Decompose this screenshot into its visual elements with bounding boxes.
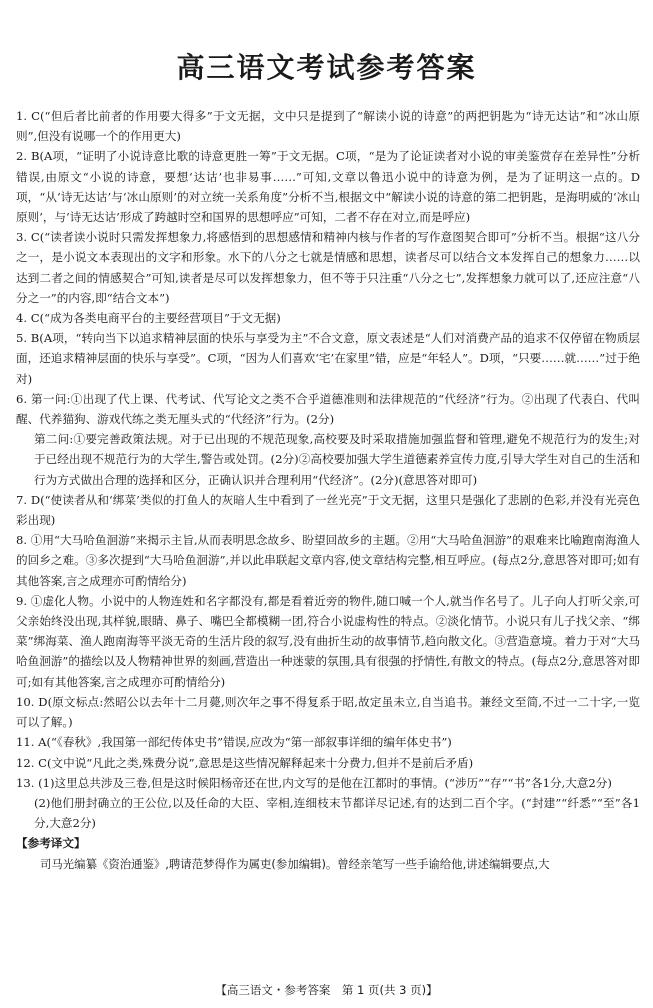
answer-8: 8. ①用“大马哈鱼洄游”来揭示主旨,从而表明思念故乡、盼望回故乡的主题。②用“大马哈鱼洄游”的艰难来比喻跑南海渔人的回乡之难。③多次提到“大马哈鱼洄游”,并以此串联起文章内容,使文章结构完整,相互呼应。(每点2分,意思答对即可;如有其他答案,言之成理亦可酌情给分) [16, 533, 640, 588]
answer-7: 7. D(“使读者从和‘绑菜’类似的打鱼人的灰暗人生中看到了一丝光亮”于文无据，这里只是强化了悲剧的色彩,并没有光亮色彩出现) [16, 492, 640, 528]
answer-4: 4. C(“成为各类电商平台的主要经营项目”于文无据) [16, 311, 281, 326]
answer-13-part-2: (2)他们册封确立的王公位,以及任命的大臣、宰相,连细枝末节都详尽记述,有的达到二百个字。(“封建”“纤悉”“至”各1分,大意2分) [34, 795, 640, 831]
answer-6-part-2: 第二问:①要完善政策法规。对于已出现的不规范现象,高校要及时采取措施加强监督和管理,避免不规范行为的发生;对于已经出现不规范行为的大学生,警告或处罚。(2分)②高校要加强大学生道德素养宣传力度,引导大学生对自己的生活和行为方式做出合理的选择和区分，正确认识并合理利用“代经济”。(2分)(意思答对即可) [34, 432, 640, 487]
answer-2: 2. B(A项，“证明了小说诗意比歌的诗意更胜一筹”于文无据。C项，“是为了论证读者对小说的审美鉴赏存在差异性”分析错误,由原文“小说的诗意，要想‘达诂’也非易事……”可知,文章以鲁迅小说中的诗意为例，是为了证明这一点的。D项，“从‘诗无达诂’与‘冰山原则’的对立统一关系角度”分析不当,根据文中“解读小说的诗意的第二把钥匙，是海明威的‘冰山原则’，与‘诗无达诂’形成了跨越时空和国界的思想呼应”可知，二者不存在对立,而是呼应) [16, 149, 640, 225]
answer-5: 5. B(A项，“转向当下以追求精神层面的快乐与享受为主”不合文意，原文表述是“人们对消费产品的追求不仅停留在物质层面，还追求精神层面的快乐与享受”。C项，“因为人们喜欢‘宅’在家里”错，应是“年轻人”。D项，“只要……就……”过于绝对) [16, 331, 640, 386]
answer-3: 3. C(“读者读小说时只需发挥想象力,将感悟到的思想感情和精神内核与作者的写作意图契合即可”分析不当。根据“这八分之一，是小说文本表现出的文字和形象。水下的八分之七就是情感和思想，读者尽可以结合文本发挥自己的想象力……以达到二者之间的情感契合”可知,读者是尽可以发挥想象力，但不等于只注重“八分之七”,发挥想象力就可以了,还应注意“八分之一”的内容,即“结合文本”) [16, 230, 640, 305]
page-title: 高三语文考试参考答案 [176, 51, 477, 84]
reference-translation-heading: 【参考译文】 [16, 836, 86, 851]
reference-translation-text: 司马光编纂《资治通鉴》,聘请范梦得作为属吏(参加编辑)。曾经亲笔写一些手谕给他,讲述编辑要点,大 [40, 856, 550, 871]
answer-6-part-1: 6. 第一问:①出现了代上课、代考试、代写论文之类不合乎道德准则和法律规范的“代经济”行为。②出现了代表白、代叫醒、代养猫狗、游戏代练之类无厘头式的“代经济”行为。(2分) [16, 391, 640, 427]
answer-9: 9. ①虚化人物。小说中的人物连姓和名字都没有,都是看着近旁的物件,随口喊一个人,就当作名号了。儿子向人打听父亲,可父亲始终没出现,其样貌,眼睛、鼻子、嘴巴全都模糊一团,符合小说虚构性的特点。②淡化情节。小说只有儿子找父亲、“绑菜”绑海菜、渔人跑南海等平淡无奇的生活片段的叙写,没有曲折生动的故事情节,趋向散文化。③营造意境。着力于对“大马哈鱼洄游”的描绘以及人物精神世界的刻画,营造出一种迷蒙的氛围,具有很强的抒情性,有散文的特点。(每点2分,意思答对即可;如有其他答案,言之成理亦可酌情给分) [16, 593, 640, 689]
answer-content [16, 106, 640, 874]
answer-1: 1. C(“但后者比前者的作用要大得多”于文无据，文中只是提到了“解读小说的诗意”的两把钥匙为“诗无达诂”和“冰山原则”,但没有说哪一个的作用更大) [16, 109, 640, 144]
answer-12: 12. C(文中说“凡此之类,殊费分说”,意思是这些情况解释起来十分费力,但并不是前后矛盾) [16, 755, 474, 770]
answer-11: 11. A(“《春秋》,我国第一部纪传体史书”错误,应改为“第一部叙事详细的编年体史书”) [16, 735, 452, 750]
answer-13-part-1: 13. (1)这里总共涉及三卷,但是这时候阳杨帝还在世,内文写的是他在江都时的事情。(“涉历”“存”“书”各1分,大意2分) [16, 775, 612, 790]
answer-10: 10. D(原文标点:然昭公以去年十二月薨,则次年之事不得复系于昭,故定虽未立,自当追书。兼经文至简,不过一二十字,一览可以了解。) [16, 694, 640, 730]
page-footer: 【高三语文・参考答案 第 1 页(共 3 页)】 [215, 983, 438, 997]
